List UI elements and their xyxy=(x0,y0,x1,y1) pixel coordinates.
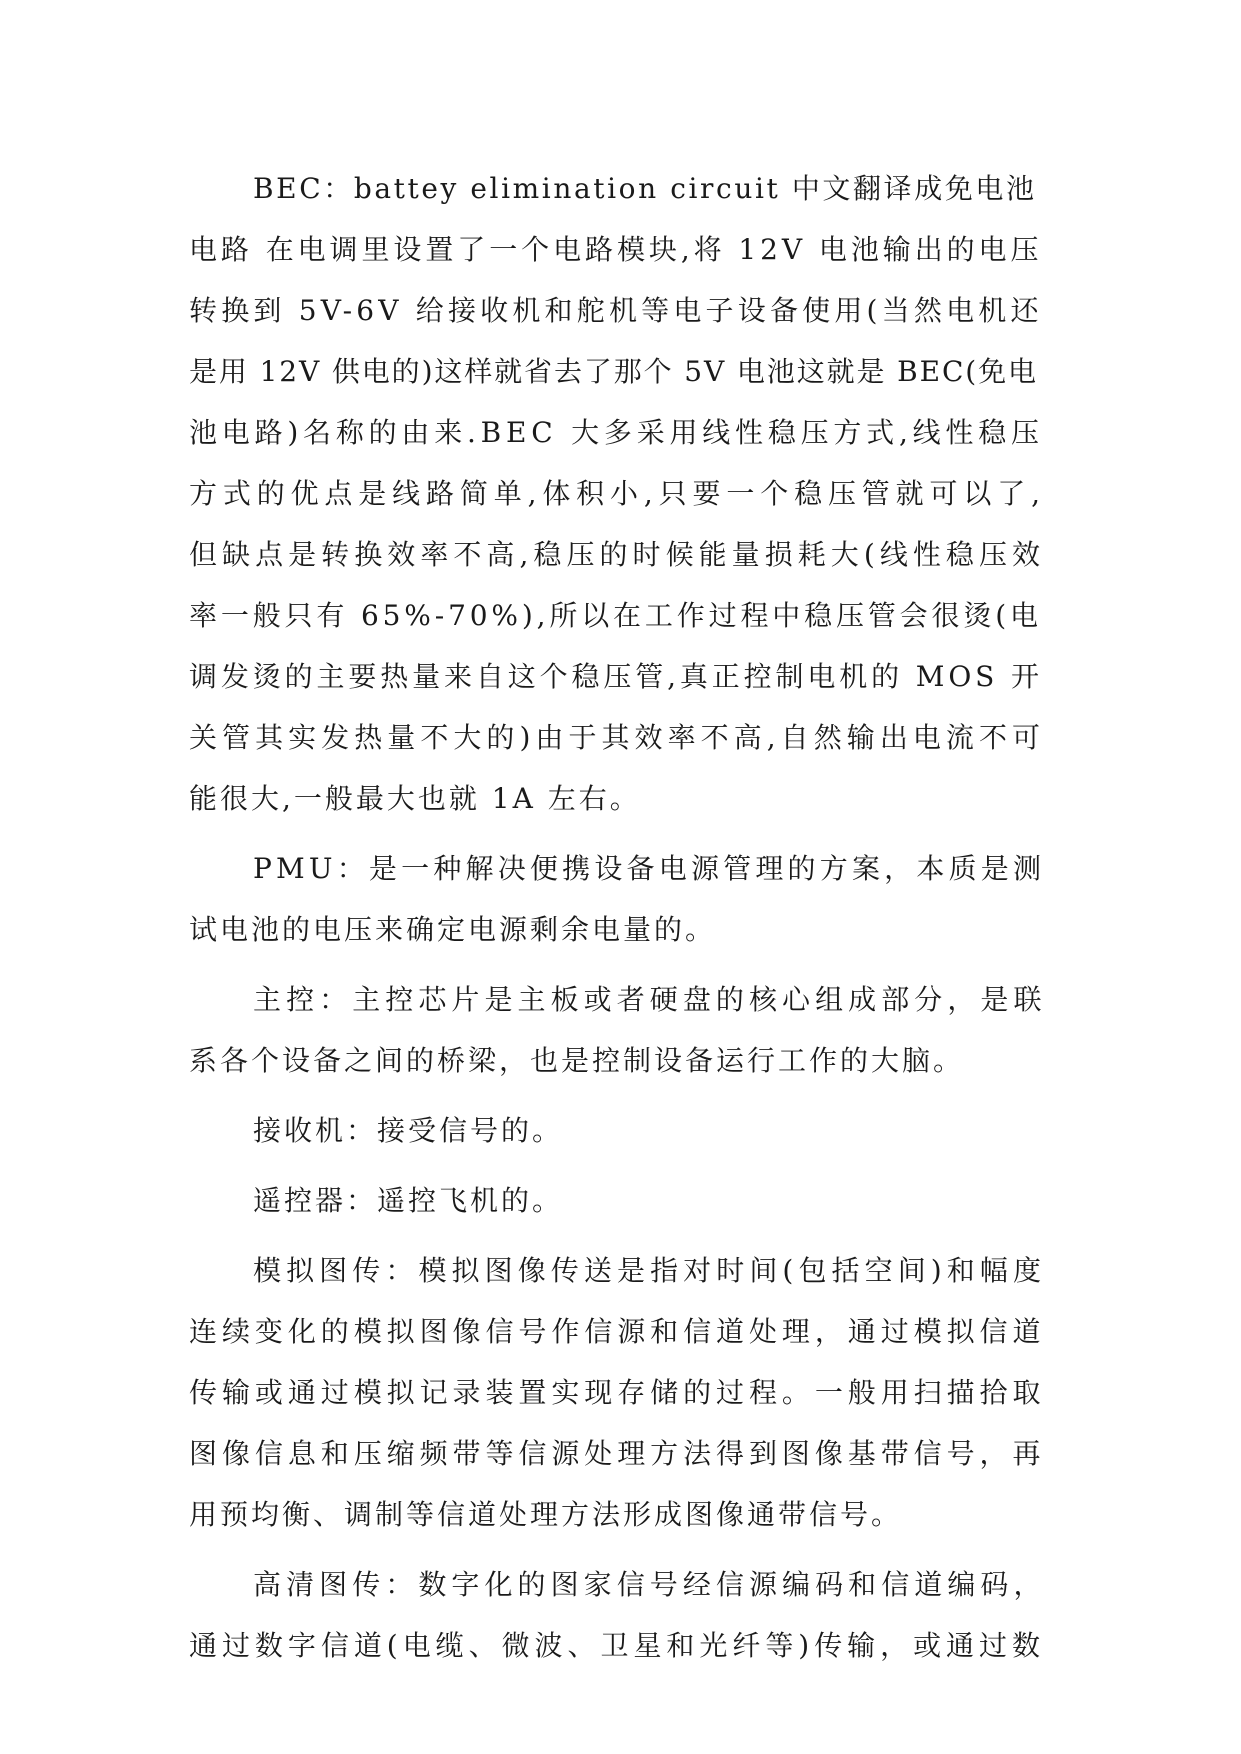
text-line: 池电路)名称的由来.BEC 大多采用线性稳压方式,线性稳压 xyxy=(189,416,1044,449)
text-line: 转换到 5V-6V 给接收机和舵机等电子设备使用(当然电机还 xyxy=(189,294,1043,327)
text-line: 主控：主控芯片是主板或者硬盘的核心组成部分，是联 xyxy=(253,983,1047,1016)
paragraph-receiver xyxy=(189,1100,1053,1161)
text-line: 遥控器：遥控飞机的。 xyxy=(253,1184,564,1217)
paragraph-analog-video xyxy=(189,1240,1053,1545)
text-line: 用预均衡、调制等信道处理方法形成图像通带信号。 xyxy=(189,1498,903,1531)
paragraph-bec xyxy=(189,158,1053,829)
paragraph-main-controller xyxy=(189,969,1053,1091)
text-line: BEC：battey elimination circuit 中文翻译成免电池 xyxy=(253,172,1037,205)
text-line: 通过数字信道(电缆、微波、卫星和光纤等)传输，或通过数 xyxy=(189,1629,1045,1662)
text-line: 图像信息和压缩频带等信源处理方法得到图像基带信号，再 xyxy=(189,1437,1046,1470)
text-line: 高清图传：数字化的图家信号经信源编码和信道编码， xyxy=(253,1568,1047,1601)
paragraph-pmu xyxy=(189,838,1053,960)
paragraph-hd-video xyxy=(189,1554,1053,1676)
text-line: 调发烫的主要热量来自这个稳压管,真正控制电机的 MOS 开 xyxy=(189,660,1043,693)
paragraph-remote-control xyxy=(189,1170,1053,1231)
text-line: 接收机：接受信号的。 xyxy=(253,1114,564,1147)
text-line: 模拟图传：模拟图像传送是指对时间(包括空间)和幅度 xyxy=(253,1254,1047,1287)
text-line: 连续变化的模拟图像信号作信源和信道处理，通过模拟信道 xyxy=(189,1315,1046,1348)
text-line: 关管其实发热量不大的)由于其效率不高,自然输出电流不可 xyxy=(189,721,1046,754)
text-line: 但缺点是转换效率不高,稳压的时候能量损耗大(线性稳压效 xyxy=(189,538,1046,571)
text-line: 传输或通过模拟记录装置实现存储的过程。一般用扫描拾取 xyxy=(189,1376,1046,1409)
text-line: 电路 在电调里设置了一个电路模块,将 12V 电池输出的电压 xyxy=(189,233,1043,266)
text-line: 能很大,一般最大也就 1A 左右。 xyxy=(189,782,641,815)
text-line: 方式的优点是线路简单,体积小,只要一个稳压管就可以了, xyxy=(189,477,1046,510)
text-line: 试电池的电压来确定电源剩余电量的。 xyxy=(189,913,717,946)
text-line: PMU：是一种解决便携设备电源管理的方案，本质是测 xyxy=(253,852,1046,885)
text-line: 系各个设备之间的桥梁，也是控制设备运行工作的大脑。 xyxy=(189,1044,965,1077)
document-page xyxy=(189,158,1053,1676)
text-line: 是用 12V 供电的)这样就省去了那个 5V 电池这就是 BEC(免电 xyxy=(189,355,1038,388)
text-line: 率一般只有 65%-70%),所以在工作过程中稳压管会很烫(电 xyxy=(189,599,1042,632)
